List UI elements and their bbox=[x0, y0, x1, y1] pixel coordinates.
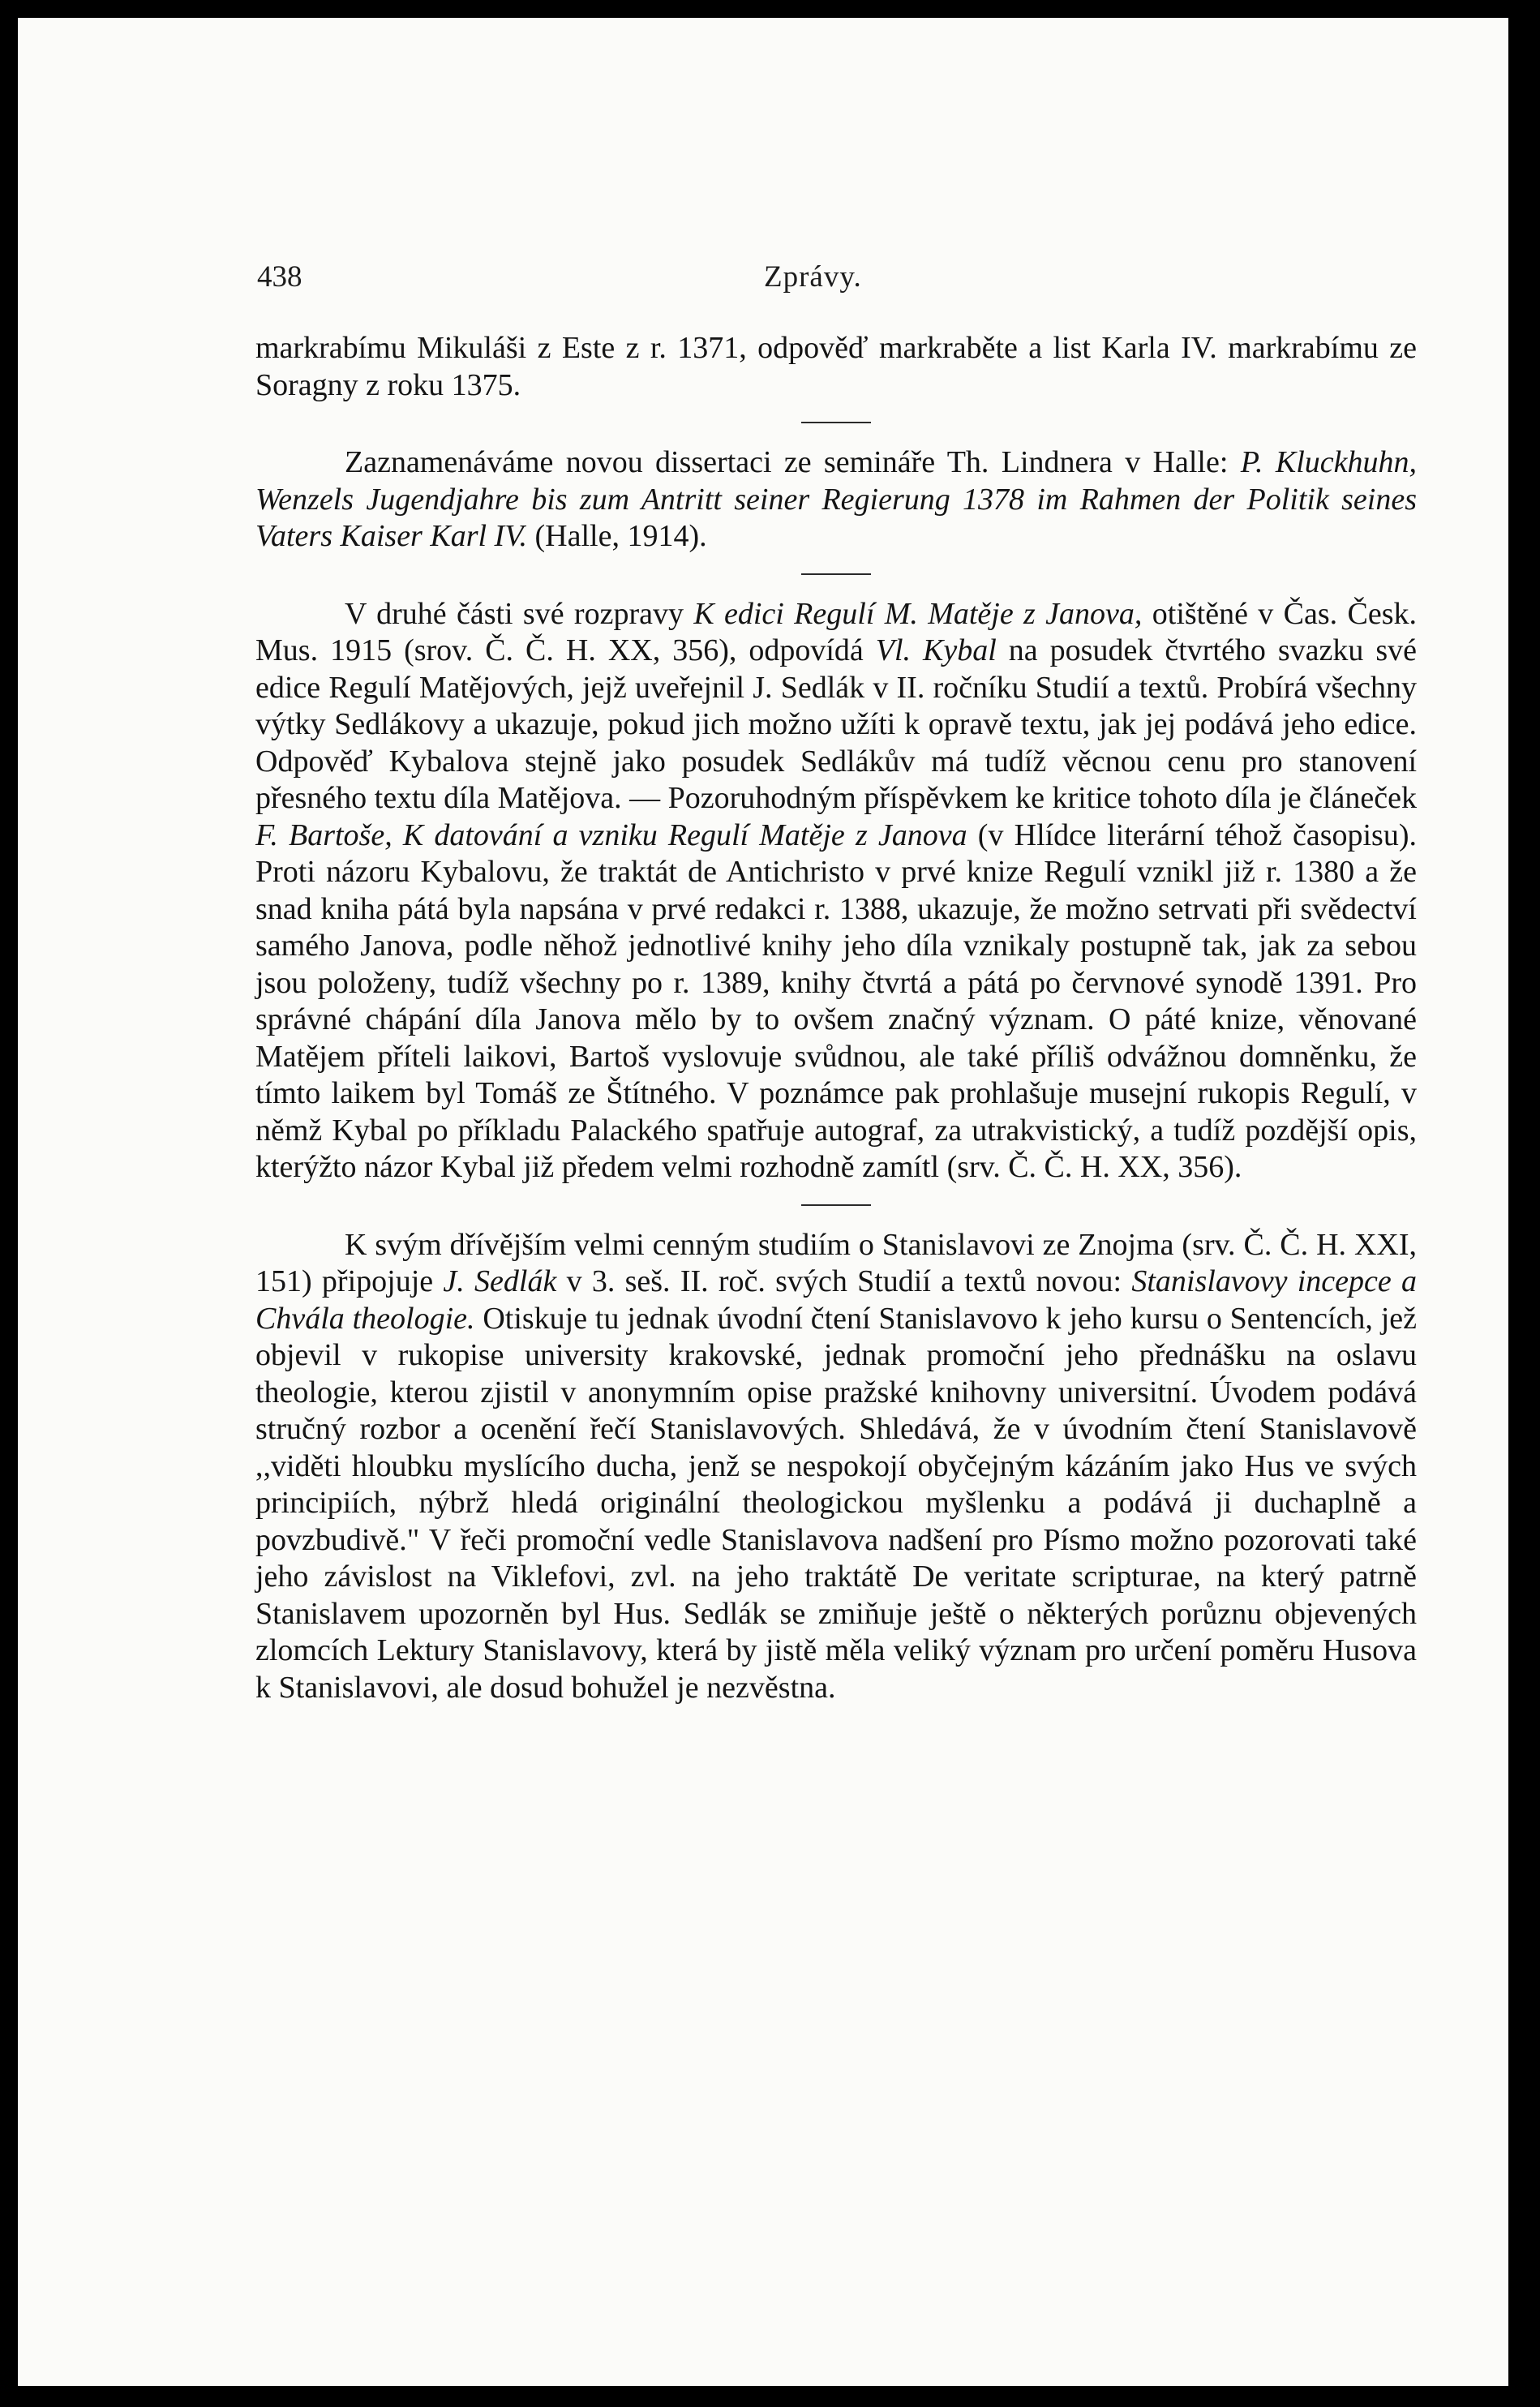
paragraph-1 bbox=[255, 330, 1417, 404]
document-page bbox=[18, 18, 1508, 2386]
paragraph-2-italic: P. Kluckhuhn, Wenzels Jugendjahre bis zum Antritt seiner Regierung 1378 im Rahmen der Politik seines Vaters Kaiser Karl IV. bbox=[255, 445, 1418, 553]
paragraph-3-text-2: otištěné v Čas. Česk. Mus. 1915 (srov. Č. Č. H. XX, 356), odpovídá bbox=[255, 596, 1417, 667]
paragraph-2-text-end: (Halle, 1914). bbox=[527, 519, 707, 553]
paragraph-3 bbox=[255, 596, 1417, 1186]
section-divider bbox=[801, 573, 871, 575]
paragraph-4-text: K svým dřívějším velmi cenným studiím o Stanislavovi ze Znojma (srv. Č. Č. H. XXI, 151) připojuje bbox=[255, 1227, 1417, 1298]
paragraph-3-text-4: (v Hlídce literární téhož časopisu). Proti názoru Kybalovu, že traktát de Antichristo v prvé knize Regulí vznikl již r. 1380 a že snad kniha pátá byla napsána v prvé redakci r. 1388, ukazuje, že možno setrvati při svědectví samého Janova, podle něhož jednotlivé knihy jeho díla vznikaly postupně tak, jak za sebou jsou položeny, tudíž všechny po r. 1389, knihy čtvrtá a pátá po červnové synodě 1391. Pro správné chápání díla Janova mělo by to ovšem značný význam. O páté knize, věnované Matějem příteli laikovi, Bartoš vyslovuje svůdnou, ale také příliš odvážnou domněnku, že tímto laikem byl Tomáš ze Štítného. V poznámce pak prohlašuje musejní rukopis Regulí, v němž Kybal po příkladu Palackého spatřuje autograf, za utrakvistický, a tudíž pozdější opis, kterýžto názor Kybal již předem velmi rozhodně zamítl (srv. Č. Č. H. XX, 356). bbox=[255, 817, 1417, 1184]
paragraph-4 bbox=[255, 1227, 1417, 1707]
paragraph-4-italic-author: J. Sedlák bbox=[443, 1264, 557, 1298]
page-body bbox=[255, 330, 1417, 1706]
paragraph-3-italic-article: F. Bartoše, K datování a vzniku Regulí Matěje z Janova bbox=[255, 817, 967, 852]
paragraph-3-italic-author: Vl. Kybal bbox=[875, 633, 997, 667]
paragraph-4-italic-title: Stanislavovy incepce a Chvála theologie. bbox=[255, 1264, 1417, 1336]
paragraph-4-text-2: v 3. seš. II. roč. svých Studií a textů novou: bbox=[556, 1264, 1132, 1298]
page-header bbox=[18, 260, 1508, 300]
paragraph-1-text: markrabímu Mikuláši z Este z r. 1371, odpověď markraběte a list Karla IV. markrabímu ze Soragny z roku 1375. bbox=[255, 331, 1417, 402]
paragraph-2-text: Zaznamenáváme novou dissertaci ze semináře Th. Lindnera v Halle: bbox=[345, 445, 1241, 479]
paragraph-3-text-3: na posudek čtvrtého svazku své edice Regulí Matějových, jejž uveřejnil J. Sedlák v II. ročníku Studií a textů. Probírá všechny výtky Sedlákovy a ukazuje, pokud jich možno užíti k opravě textu, jak jej podává jeho edice. Odpověď Kybalova stejně jako posudek Sedlákův má tudíž věcnou cenu pro stanovení přesného textu díla Matějova. — Pozoruhodným příspěvkem ke kritice tohoto díla je článeček bbox=[255, 633, 1417, 815]
paragraph-3-italic-title: K edici Regulí M. Matěje z Janova, bbox=[693, 596, 1143, 631]
paragraph-3-text: V druhé části své rozpravy bbox=[345, 596, 694, 631]
page-number: 438 bbox=[257, 260, 302, 294]
running-title: Zprávy. bbox=[764, 260, 862, 294]
section-divider bbox=[801, 422, 871, 423]
paragraph-2 bbox=[255, 444, 1417, 556]
section-divider bbox=[801, 1204, 871, 1206]
paragraph-4-text-3: Otiskuje tu jednak úvodní čtení Stanislavovo k jeho kursu o Sentencích, jež objevil v rukopise university krakovské, jednak promoční jeho přednášku na oslavu theologie, kterou zjistil v anonymním opise pražské knihovny universitní. Úvodem podává stručný rozbor a ocenění řečí Stanislavových. Shledává, že v úvodním čtení Stanislavově ,,viděti hloubku myslícího ducha, jenž se nespokojí obyčejným kázáním jako Hus ve svých principiích, nýbrž hledá originální theologickou myšlenku a podává ji duchaplně a povzbudivě." V řeči promoční vedle Stanislavova nadšení pro Písmo možno pozorovati také jeho závislost na Viklefovi, zvl. na jeho traktátě De veritate scripturae, na který patrně Stanislavem upozorněn byl Hus. Sedlák se zmiňuje ještě o některých porůznu objevených zlomcích Lektury Stanislavovy, která by jistě měla veliký význam pro určení poměru Husova k Stanislavovi, ale dosud bohužel je nezvěstna. bbox=[255, 1301, 1417, 1705]
